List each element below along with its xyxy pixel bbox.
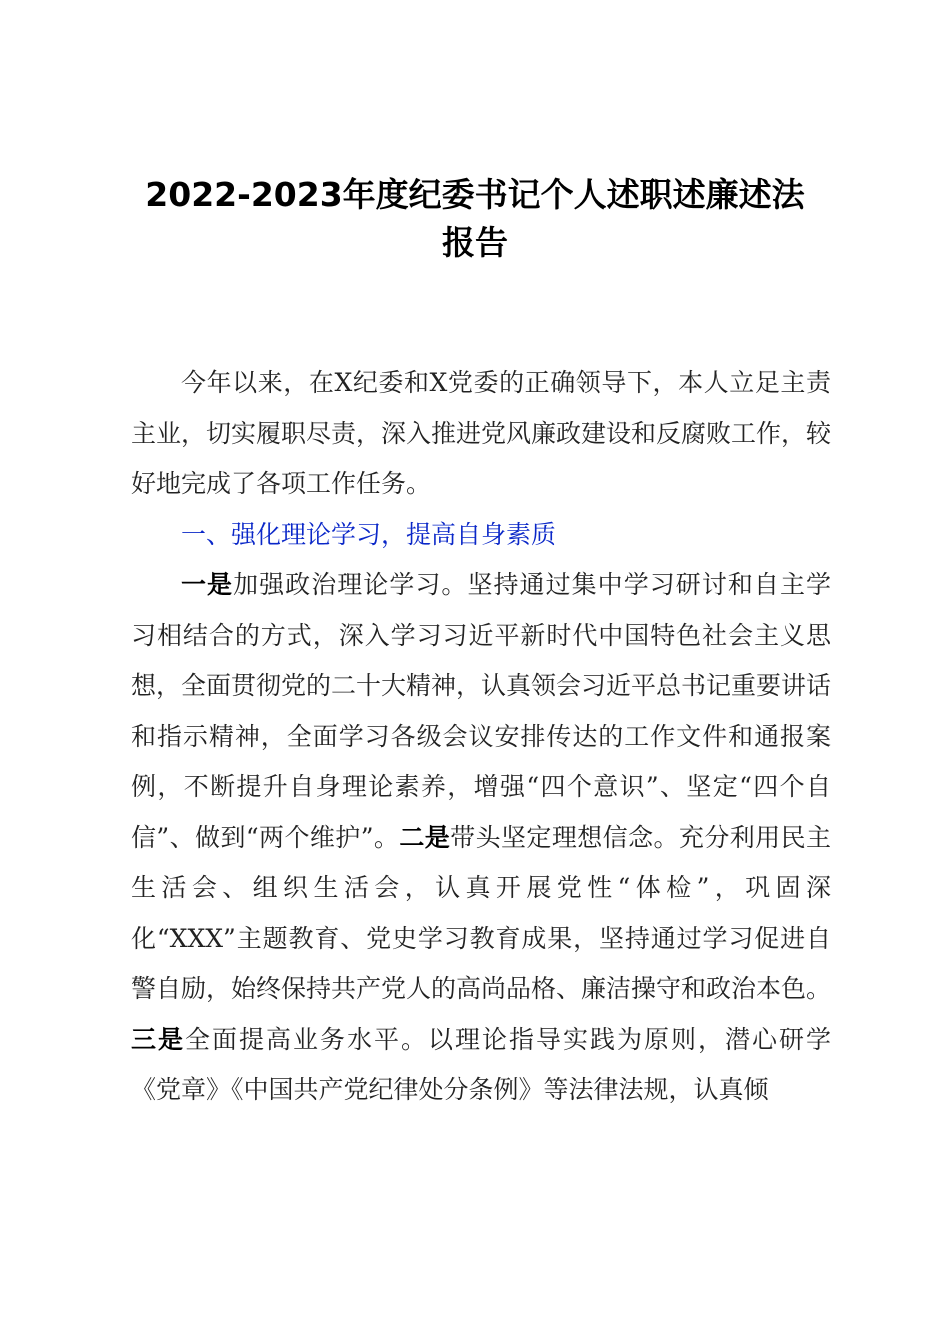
document-body	[131, 358, 831, 1116]
point-text-2: 带头坚定理想信念。充分利用民主生活会、组织生活会，认真开展党性“体检”，巩固深化“XXX”主题教育、党史学习教育成果，坚持通过学习促进自警自励，始终保持共产党人的高尚品格、廉洁操守和政治本色。	[131, 822, 832, 1003]
lead-marker-3: 三是	[131, 1024, 185, 1054]
section-paragraph	[131, 560, 831, 1116]
intro-paragraph: 今年以来，在X纪委和X党委的正确领导下，本人立足主责主业，切实履职尽责，深入推进党风廉政建设和反腐败工作，较好地完成了各项工作任务。	[131, 368, 832, 498]
section-heading: 一、强化理论学习，提高自身素质	[181, 519, 557, 549]
point-text-1: 加强政治理论学习。坚持通过集中学习研讨和自主学习相结合的方式，深入学习习近平新时代中国特色社会主义思想，全面贯彻党的二十大精神，认真领会习近平总书记重要讲话和指示精神，全面学习各级会议安排传达的工作文件和通报案例，不断提升自身理论素养，增强“四个意识”、坚定“四个自信”、做到“两个维护”。	[131, 570, 832, 852]
point-text-3: 全面提高业务水平。以理论指导实践为原则，潜心研学《党章》《中国共产党纪律处分条例》等法律法规，认真倾	[131, 1024, 831, 1104]
document-title-continued: 报告	[442, 223, 508, 262]
document-title: 2022-2023年度纪委书记个人述职述廉述法	[145, 175, 805, 214]
lead-marker-2: 二是	[399, 822, 451, 852]
lead-marker-1: 一是	[181, 570, 234, 599]
